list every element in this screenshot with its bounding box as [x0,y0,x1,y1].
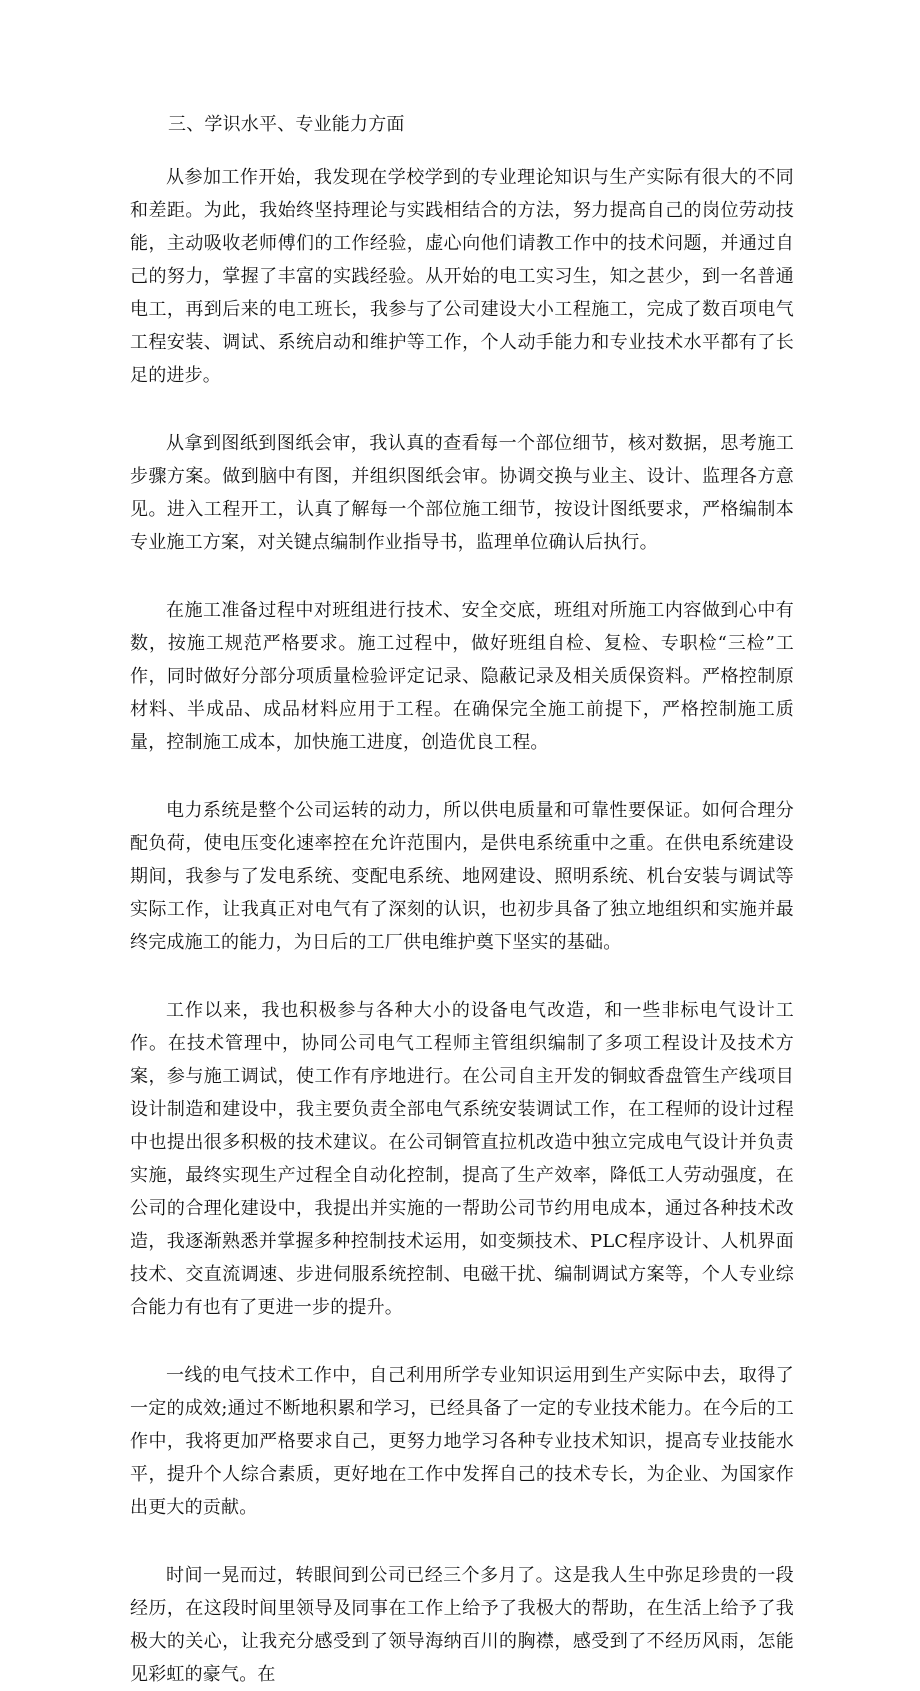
document-body [130,108,794,1691]
paragraph-equipment-retrofit: 工作以来，我也积极参与各种大小的设备电气改造，和一些非标电气设计工作。在技术管理中，协同公司电气工程师主管组织编制了多项工程设计及技术方案，参与施工调试，使工作有序地进行。在公司自主开发的铜蚊香盘管生产线项目设计制造和建设中，我主要负责全部电气系统安装调试工作，在工程师的设计过程中也提出很多积极的技术建议。在公司铜管直拉机改造中独立完成电气设计并负责实施，最终实现生产过程全自动化控制，提高了生产效率，降低工人劳动强度，在公司的合理化建设中，我提出并实施的一帮助公司节约用电成本，通过各种技术改造，我逐渐熟悉并掌握多种控制技术运用，如变频技术、PLC程序设计、人机界面技术、交直流调速、步进伺服系统控制、电磁干扰、编制调试方案等，个人专业综合能力有也有了更进一步的提升。 [130,1000,794,1318]
paragraph-construction-prep: 在施工准备过程中对班组进行技术、安全交底，班组对所施工内容做到心中有数，按施工规范严格要求。施工过程中，做好班组自检、复检、专职检“三检”工作，同时做好分部分项质量检验评定记录、隐蔽记录及相关质保资料。严格控制原材料、半成品、成品材料应用于工程。在确保完全施工前提下，严格控制施工质量，控制施工成本，加快施工进度，创造优良工程。 [130,600,794,753]
section-heading: 三、学识水平、专业能力方面 [168,114,405,135]
paragraph-drawing-review: 从拿到图纸到图纸会审，我认真的查看每一个部位细节，核对数据，思考施工步骤方案。做到脑中有图，并组织图纸会审。协调交换与业主、设计、监理各方意见。进入工程开工，认真了解每一个部位施工细节，按设计图纸要求，严格编制本专业施工方案，对关键点编制作业指导书，监理单位确认后执行。 [130,433,794,553]
paragraph-time-passes: 时间一晃而过，转眼间到公司已经三个多月了。这是我人生中弥足珍贵的一段经历，在这段时间里领导及同事在工作上给予了我极大的帮助，在生活上给予了我极大的关心，让我充分感受到了领导海纳百川的胸襟，感受到了不经历风雨，怎能见彩虹的豪气。在 [130,1565,794,1685]
paragraph-work-start: 从参加工作开始，我发现在学校学到的专业理论知识与生产实际有很大的不同和差距。为此，我始终坚持理论与实践相结合的方法，努力提高自己的岗位劳动技能，主动吸收老师傅们的工作经验，虚心向他们请教工作中的技术问题，并通过自己的努力，掌握了丰富的实践经验。从开始的电工实习生，知之甚少，到一名普通电工，再到后来的电工班长，我参与了公司建设大小工程施工，完成了数百项电气工程安装、调试、系统启动和维护等工作，个人动手能力和专业技术水平都有了长足的进步。 [130,167,794,386]
paragraph-power-system: 电力系统是整个公司运转的动力，所以供电质量和可靠性要保证。如何合理分配负荷，使电压变化速率控在允许范围内，是供电系统重中之重。在供电系统建设期间，我参与了发电系统、变配电系统、地网建设、照明系统、机台安装与调试等实际工作，让我真正对电气有了深刻的认识，也初步具备了独立地组织和实施并最终完成施工的能力，为日后的工厂供电维护奠下坚实的基础。 [130,800,794,953]
paragraph-frontline-work: 一线的电气技术工作中，自己利用所学专业知识运用到生产实际中去，取得了一定的成效;通过不断地积累和学习，已经具备了一定的专业技术能力。在今后的工作中，我将更加严格要求自己，更努力地学习各种专业技术知识，提高专业技能水平，提升个人综合素质，更好地在工作中发挥自己的技术专长，为企业、为国家作出更大的贡献。 [130,1365,794,1518]
